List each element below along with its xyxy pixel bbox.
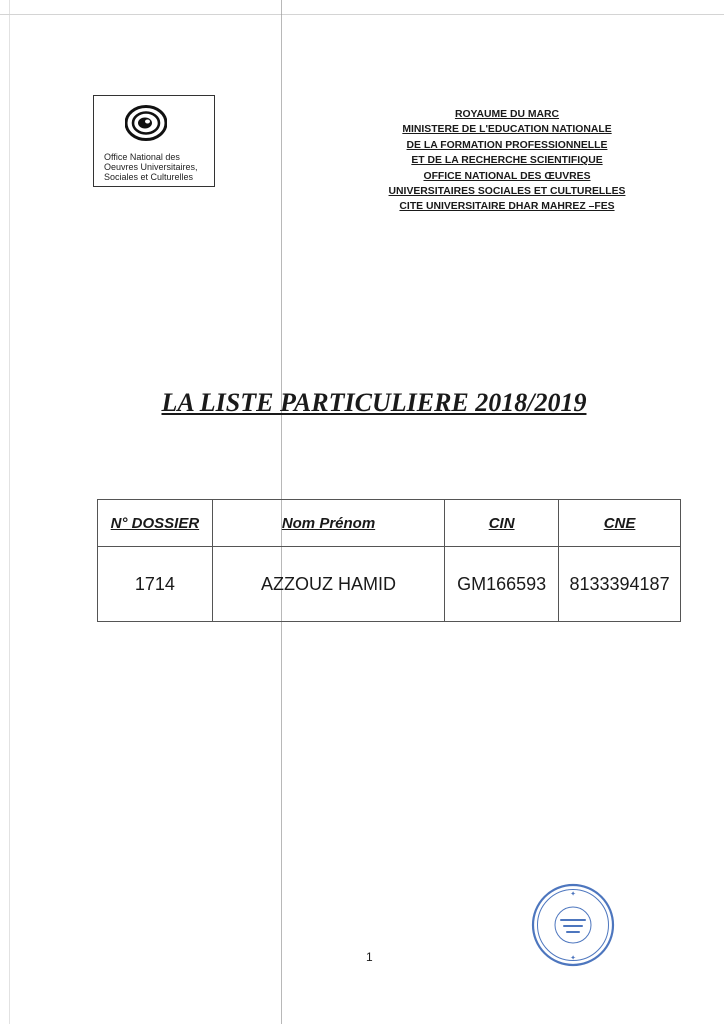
logo-caption: Office National des Oeuvres Universitaires, Sociales et Culturelles <box>104 152 198 182</box>
column-header-name: Nom Prénom <box>212 500 444 547</box>
onousc-logo <box>93 95 215 187</box>
table-header-row <box>98 500 681 547</box>
header-line: DE LA FORMATION PROFESSIONNELLE <box>406 139 608 151</box>
cell-name: AZZOUZ HAMID <box>212 547 444 622</box>
column-header-cne: CNE <box>559 500 681 547</box>
header-line: CITE UNIVERSITAIRE DHAR MAHREZ –FES <box>399 201 615 213</box>
institution-header <box>370 107 644 215</box>
student-list-table <box>97 499 681 622</box>
cell-dossier: 1714 <box>98 547 213 622</box>
document-title: LA LISTE PARTICULIERE 2018/2019 <box>161 388 587 417</box>
spiral-logo-icon <box>125 105 167 141</box>
page-number: 1 <box>366 950 373 964</box>
table-row <box>98 547 681 622</box>
header-line: UNIVERSITAIRES SOCIALES ET CULTURELLES <box>388 186 626 198</box>
svg-text:✦: ✦ <box>570 890 576 898</box>
header-line: OFFICE NATIONAL DES ŒUVRES <box>423 170 591 182</box>
header-line: ROYAUME DU MARC <box>454 109 560 120</box>
scan-left-edge <box>9 0 10 1024</box>
round-stamp-icon <box>530 882 616 968</box>
column-header-dossier: N° DOSSIER <box>98 500 213 547</box>
cell-cin: GM166593 <box>445 547 559 622</box>
cell-cne: 8133394187 <box>559 547 681 622</box>
svg-text:✦: ✦ <box>570 954 576 962</box>
scan-top-line <box>0 14 724 15</box>
header-line: ET DE LA RECHERCHE SCIENTIFIQUE <box>411 155 603 167</box>
column-header-cin: CIN <box>445 500 559 547</box>
header-line: MINISTERE DE L'EDUCATION NATIONALE <box>402 124 612 136</box>
